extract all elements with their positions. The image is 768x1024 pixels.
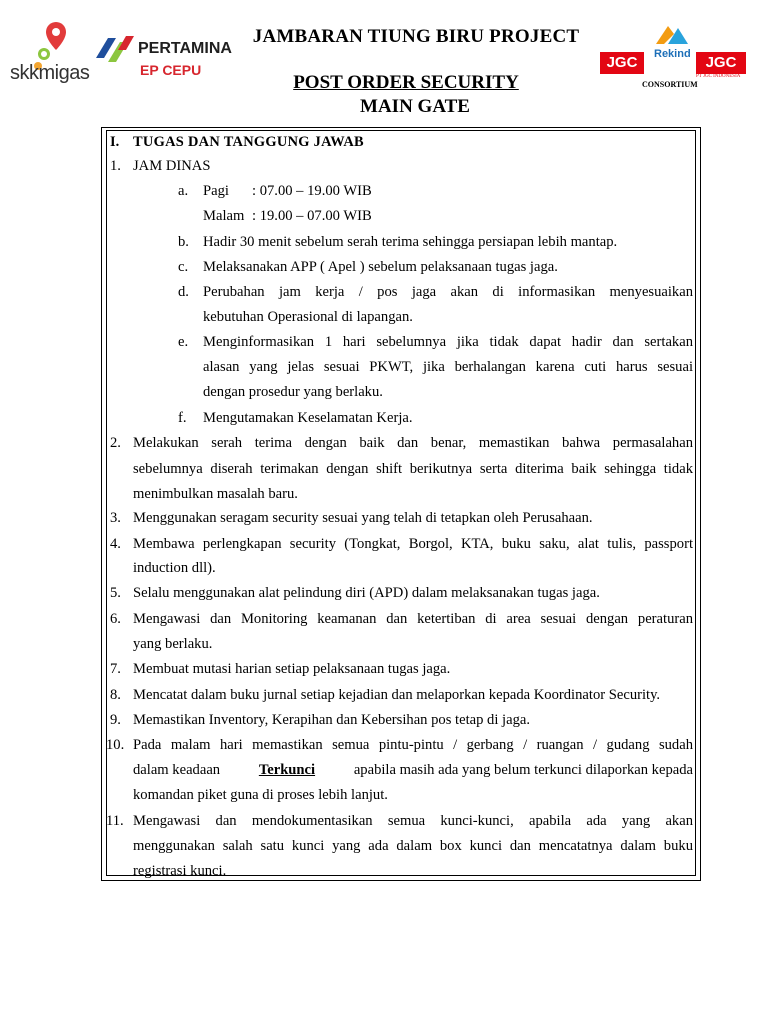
sub-c-letter: c.: [178, 259, 189, 275]
section-number: I.: [110, 134, 120, 150]
terkunci-emphasis: Terkunci: [258, 762, 316, 778]
item-5-number: 5.: [110, 585, 121, 601]
item-7-text: Membuat mutasi harian setiap pelaksanaan tugas jaga.: [133, 661, 451, 677]
sub-c-text: Melaksanakan APP ( Apel ) sebelum pelaksanaan tugas jaga.: [203, 259, 558, 275]
item-11-number: 11.: [106, 813, 124, 829]
item-1-number: 1.: [110, 158, 121, 174]
item-11-line-2: menggunakan salah satu kunci yang ada dalam box kunci dan mencatatnya dalam buku: [133, 838, 693, 854]
rekind-text: Rekind: [654, 48, 691, 60]
item-11-line-1: Mengawasi dan mendokumentasikan semua kunci-kunci, apabila ada yang akan: [133, 813, 693, 829]
item-2-line-1: Melakukan serah terima dengan baik dan benar, memastikan bahwa permasalahan: [133, 435, 693, 451]
item-2-line-2: sebelumnya diserah terimakan dengan shift berikutnya serta diterima baik sehingga tidak: [133, 461, 693, 477]
document-title: POST ORDER SECURITY: [293, 72, 519, 93]
item-10-line-2-start: dalam keadaan: [133, 762, 221, 778]
sub-a2-label: Malam: [203, 208, 245, 224]
item-2-number: 2.: [110, 435, 121, 451]
sub-f-letter: f.: [178, 410, 187, 426]
item-7-number: 7.: [110, 661, 121, 677]
document-subtitle: MAIN GATE: [360, 96, 470, 117]
item-10-line-1: Pada malam hari memastikan semua pintu-pintu / gerbang / ruangan / gudang sudah: [133, 737, 693, 753]
item-8-number: 8.: [110, 687, 121, 703]
jgc-left-text: JGC: [606, 54, 638, 71]
sub-a2-value: : 19.00 – 07.00 WIB: [252, 208, 372, 224]
item-5-text: Selalu menggunakan alat pelindung diri (APD) dalam melaksanakan tugas jaga.: [133, 585, 600, 601]
sub-e-line-3: dengan prosedur yang berlaku.: [203, 384, 383, 400]
jgc-right-text: JGC: [705, 54, 737, 71]
jgc-left-logo: [600, 52, 644, 74]
item-10-line-2-end: apabila masih ada yang belum terkunci dilaporkan kepada: [353, 762, 693, 778]
ep-cepu-text: EP CEPU: [140, 62, 202, 78]
sub-e-letter: e.: [178, 334, 189, 350]
item-4-line-1: Membawa perlengkapan security (Tongkat, Borgol, KTA, buku saku, alat tulis, passport: [133, 536, 693, 552]
item-6-line-1: Mengawasi dan Monitoring keamanan dan ketertiban di area sesuai dengan peraturan: [133, 611, 693, 627]
jgc-indonesia-text: PT JGC INDONESIA: [696, 74, 741, 79]
jgc-right-logo: [696, 52, 746, 74]
sub-a-value: : 07.00 – 19.00 WIB: [252, 183, 372, 199]
item-3-text: Menggunakan seragam security sesuai yang telah di tetapkan oleh Perusahaan.: [133, 510, 593, 526]
sub-f-text: Mengutamakan Keselamatan Kerja.: [203, 410, 413, 426]
item-9-number: 9.: [110, 712, 121, 728]
sub-d-line-1: Perubahan jam kerja / pos jaga akan di informasikan menyesuaikan: [203, 284, 693, 300]
item-2-line-3: menimbulkan masalah baru.: [133, 486, 298, 502]
sub-d-letter: d.: [178, 284, 189, 300]
item-10-line-3: komandan piket guna di proses lebih lanjut.: [133, 787, 388, 803]
item-9-text: Memastikan Inventory, Kerapihan dan Kebersihan pos tetap di jaga.: [133, 712, 531, 728]
item-1-text: JAM DINAS: [133, 158, 211, 174]
sub-a-letter: a.: [178, 183, 189, 199]
item-11-line-3: registrasi kunci.: [133, 863, 227, 879]
sub-d-line-2: kebutuhan Operasional di lapangan.: [203, 309, 413, 325]
pertamina-text: PERTAMINA: [138, 40, 232, 57]
sub-b-text: Hadir 30 menit sebelum serah terima sehingga persiapan lebih mantap.: [203, 234, 618, 250]
item-4-line-2: induction dll).: [133, 560, 216, 576]
consortium-text: CONSORTIUM: [642, 80, 698, 89]
sub-e-line-1: Menginformasikan 1 hari sebelumnya jika tidak dapat hadir dan sertakan: [203, 334, 693, 350]
item-3-number: 3.: [110, 510, 121, 526]
item-10-line-2: [133, 761, 693, 779]
item-8-text: Mencatat dalam buku jurnal setiap kejadian dan melaporkan kepada Koordinator Security.: [133, 687, 661, 703]
sub-a-label: Pagi: [203, 183, 229, 199]
item-6-number: 6.: [110, 611, 121, 627]
item-4-number: 4.: [110, 536, 121, 552]
project-title: JAMBARAN TIUNG BIRU PROJECT: [252, 26, 580, 47]
skkmigas-text: skkmigas: [10, 62, 90, 84]
item-10-number: 10.: [106, 737, 125, 753]
sub-e-line-2: alasan yang jelas sesuai PKWT, jika berhalangan karena cuti harus sesuai: [203, 359, 693, 375]
sub-b-letter: b.: [178, 234, 189, 250]
item-6-line-2: yang berlaku.: [133, 636, 213, 652]
section-heading: TUGAS DAN TANGGUNG JAWAB: [133, 134, 364, 150]
